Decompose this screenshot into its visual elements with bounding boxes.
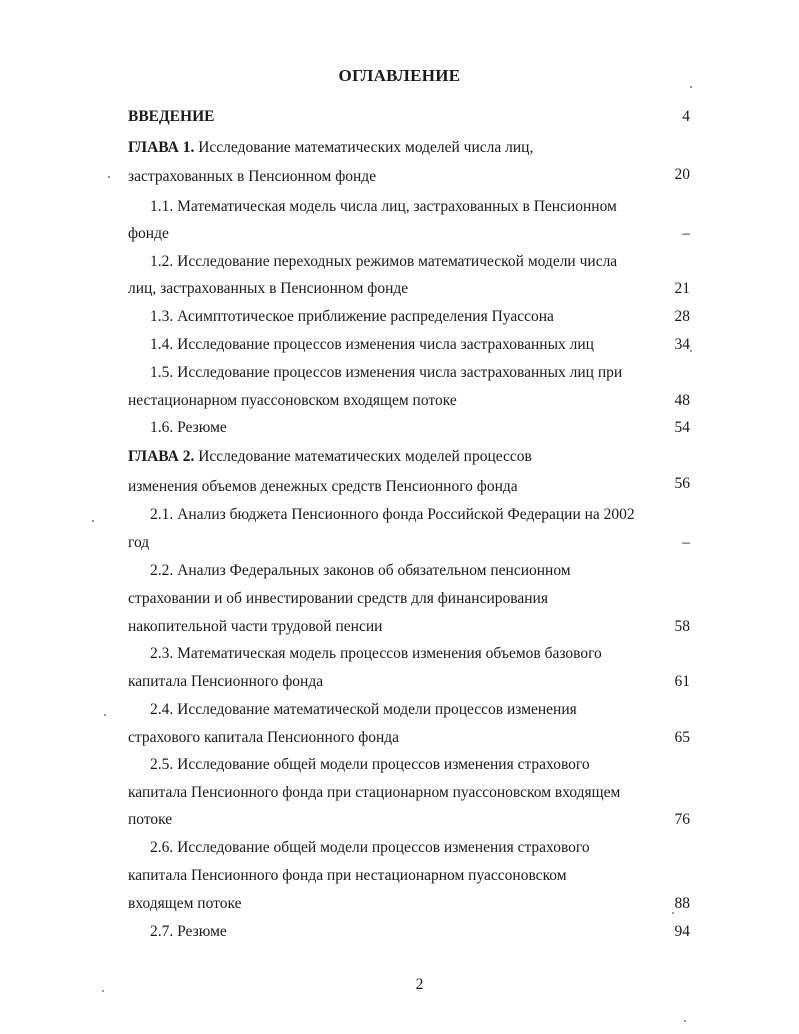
toc-entry-continuation: капитала Пенсионного фонда при нестационарном пуассоновском [128,867,567,884]
toc-entry-continuation: лиц, застрахованных в Пенсионном фонде [128,280,409,297]
toc-entry-2-6: 2.6. Исследование общей модели процессов изменения страхового [150,839,590,856]
toc-page-number: 21 [674,280,690,297]
scan-speck [92,520,94,522]
toc-page-number: 54 [674,419,690,436]
scan-speck [102,990,104,992]
toc-entry-continuation: капитала Пенсионного фонда [128,673,324,690]
toc-entry-continuation: страховании и об инвестировании средств для финансирования [128,590,548,607]
toc-page-number: 94 [674,923,690,940]
toc-entry-1-3: 1.3. Асимптотическое приближение распределения Пуассона [150,308,554,325]
toc-page-number: 48 [674,392,690,409]
toc-entry-continuation: входящем потоке [128,895,242,912]
toc-entry-2-2: 2.2. Анализ Федеральных законов об обязательном пенсионном [150,562,571,579]
toc-entry-2-4: 2.4. Исследование математической модели процессов изменения [150,701,577,718]
toc-entry-continuation: год [128,534,150,551]
scan-speck [684,1020,686,1022]
toc-page-number: 88 [674,895,690,912]
toc-page-number: 28 [674,308,690,325]
toc-entry-2-1: 2.1. Анализ бюджета Пенсионного фонда Российской Федерации на 2002 [150,506,635,523]
toc-page-number: 65 [674,729,690,746]
toc-entry-1-5: 1.5. Исследование процессов изменения числа застрахованных лиц при [150,364,623,381]
toc-entry-continuation: потоке [128,811,173,828]
toc-entry-continuation: капитала Пенсионного фонда при стационарном пуассоновском входящем [128,784,621,801]
toc-entry-1-6: 1.6. Резюме [150,419,227,436]
chapter-label: ГЛАВА 2. [128,448,195,465]
toc-entry-1-4: 1.4. Исследование процессов изменения числа застрахованных лиц [150,336,594,353]
toc-title: ОГЛАВЛЕНИЕ [338,66,461,85]
toc-entry-continuation: нестационарном пуассоновском входящем потоке [128,392,457,409]
toc-entry-chapter-1 [128,138,533,158]
scan-speck [672,912,674,914]
scan-speck [690,86,692,88]
toc-page-number: – [682,534,690,551]
toc-entry-continuation: накопительной части трудовой пенсии [128,618,383,635]
toc-entry-introduction: ВВЕДЕНИЕ [128,108,215,125]
toc-entry-1-2: 1.2. Исследование переходных режимов математической модели числа [150,253,618,270]
toc-page-number: 34 [674,336,690,353]
toc-entry-continuation: изменения объемов денежных средств Пенсионного фонда [128,478,518,495]
toc-entry-2-5: 2.5. Исследование общей модели процессов изменения страхового [150,756,590,773]
toc-page-number: 58 [674,618,690,635]
toc-entry-1-1: 1.1. Математическая модель числа лиц, застрахованных в Пенсионном [150,198,617,215]
toc-page-number: 20 [674,166,690,183]
page-number: 2 [415,976,424,993]
toc-page-number: 4 [682,108,690,125]
scan-speck [690,350,692,352]
scan-speck [108,176,110,178]
toc-entry-continuation: фонде [128,225,169,242]
toc-page-number: 76 [674,811,690,828]
toc-page-number: 61 [674,673,690,690]
toc-entry-2-3: 2.3. Математическая модель процессов изменения объемов базового [150,645,602,662]
scan-speck [104,714,106,716]
toc-entry-continuation: страхового капитала Пенсионного фонда [128,729,400,746]
chapter-label: ГЛАВА 1. [128,139,195,156]
chapter-title: Исследование математических моделей процессов [194,448,532,465]
chapter-title: Исследование математических моделей числа лиц, [194,139,534,156]
toc-entry-chapter-2 [128,447,532,467]
toc-entry-continuation: застрахованных в Пенсионном фонде [128,168,377,185]
toc-entry-2-7: 2.7. Резюме [150,923,227,940]
toc-page-number: 56 [674,475,690,492]
toc-page-number: – [682,225,690,242]
